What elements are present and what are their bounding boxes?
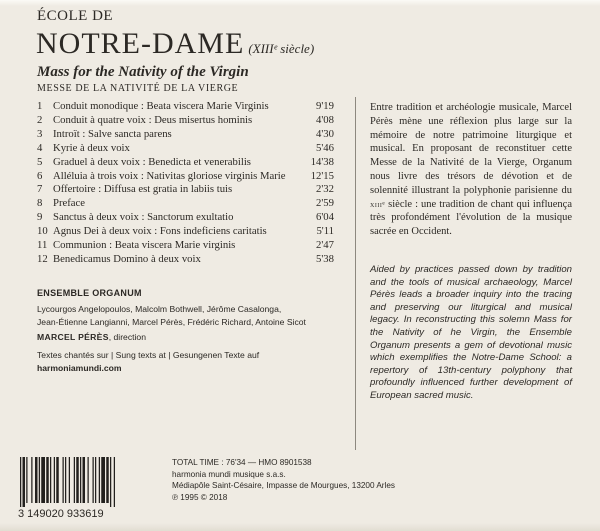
notes-fr-part: Entre tradition et archéologie musicale, Marcel Pérès mène une réflexion plus large sur la mémoire de notre patrimoine liturgique et musical. En proposant de reconstituer cette Messe de la Nativité de la Vierge, Organum nous livre des trésors de dévotion et de solennité illustrant la polyphonie parisienne du	[370, 102, 572, 196]
track-row	[37, 114, 334, 128]
track-row	[37, 100, 334, 114]
track-duration: 4'30	[316, 127, 334, 140]
barcode-bar	[99, 457, 100, 503]
track-number: 10	[37, 225, 48, 238]
members-line: Lycourgos Angelopoulos, Malcolm Bothwell, Jérôme Casalonga,	[37, 304, 282, 314]
barcode-bar	[23, 457, 26, 507]
barcode-bar	[56, 457, 59, 503]
barcode-bar	[26, 457, 27, 503]
sung-texts-line: Textes chantés sur | Sung texts at | Gesungenen Texte auf	[37, 350, 260, 360]
track-duration: 9'19	[316, 100, 334, 112]
track-duration: 5'11	[316, 225, 334, 238]
label-company: harmonia mundi musique s.a.s.	[172, 469, 286, 479]
ensemble-name: ENSEMBLE ORGANUM	[37, 288, 142, 298]
track-title: Agnus Dei à deux voix : Fons indeficiens caritatis	[53, 225, 267, 238]
track-row	[37, 211, 334, 225]
barcode-bar	[63, 457, 64, 503]
barcode-bar	[74, 457, 75, 503]
track-row	[37, 142, 334, 156]
track-number: 8	[37, 197, 43, 210]
track-title: Sanctus à deux voix : Sanctorum exultatio	[53, 211, 234, 224]
album-title: NOTRE-DAME	[36, 27, 245, 60]
track-number: 11	[37, 239, 48, 252]
top-edge	[0, 0, 600, 6]
barcode-bar	[114, 457, 115, 507]
website-link[interactable]: harmoniamundi.com	[37, 362, 122, 373]
track-row	[37, 239, 334, 253]
track-duration: 2'47	[316, 239, 334, 252]
total-time: TOTAL TIME : 76'34 — HMO 8901538	[172, 458, 312, 467]
track-row	[37, 225, 334, 239]
ensemble-members	[37, 303, 337, 329]
period-label: (XIIIᵉ siècle)	[248, 41, 315, 56]
notes-french	[370, 101, 572, 239]
track-duration: 12'15	[310, 169, 334, 182]
track-list	[37, 100, 334, 267]
barcode-bar	[50, 457, 51, 503]
track-number: 9	[37, 211, 43, 224]
track-number: 2	[37, 113, 43, 126]
label-address: Médiapôle Saint-Césaire, Impasse de Mourgues, 13200 Arles	[172, 481, 396, 490]
barcode-bar	[83, 457, 86, 503]
barcode-bar	[80, 457, 81, 503]
notes-fr-part: siècle : une tradition de chant qui influença très profondément l'évolution de la musique sacrée en Occident.	[370, 198, 572, 238]
barcode-bar	[95, 457, 96, 503]
track-title: Conduit monodique : Beata viscera Marie Virginis	[53, 100, 269, 112]
track-number: 7	[37, 183, 43, 196]
track-duration: 5'46	[316, 141, 334, 154]
barcode-bar	[39, 457, 40, 503]
sung-texts-note	[37, 349, 259, 374]
director-role: , direction	[108, 332, 146, 342]
track-title: Kyrie à deux voix	[53, 141, 130, 154]
track-row	[37, 253, 334, 267]
track-title: Benedicamus Domino à deux voix	[53, 252, 201, 265]
track-row	[37, 183, 334, 197]
track-title: Introït : Salve sancta parens	[53, 127, 172, 140]
track-duration: 4'08	[316, 113, 334, 126]
barcode-bar	[31, 457, 32, 503]
barcode-bar	[41, 457, 45, 503]
track-duration: 5'38	[316, 252, 334, 265]
album-subtitle: Mass for the Nativity of the Virgin	[37, 64, 249, 80]
notes-english: Aided by practices passed down by tradition and the tools of musical archaeology, Marcel Pérès leads a broader inquiry into the tracing and preserving our liturgical and musical legacy. In reconstructing this solemn Mass for the Nativity of he Virgin, the Ensemble Organum presents a gem of devotional music which exemplifies the Notre-Dame School: a repertory of 13th-century polyphony that profoundly influenced further development of European sacred music.	[370, 264, 572, 401]
track-duration: 2'59	[316, 197, 334, 210]
members-line: Jean-Étienne Langianni, Marcel Pérès, Frédéric Richard, Antoine Sicot	[37, 317, 306, 328]
ecole-de-label: ÉCOLE DE	[37, 8, 114, 24]
track-row	[37, 128, 334, 142]
barcode-bar	[76, 457, 79, 503]
director-name: MARCEL PÉRÈS	[37, 332, 109, 342]
column-divider	[355, 97, 356, 450]
barcode-bar	[20, 457, 21, 507]
barcode-bar	[65, 457, 66, 503]
track-title: Alléluia à trois voix : Nativitas gloriose virginis Marie	[53, 169, 286, 182]
track-title: Offertoire : Diffusa est gratia in labiis tuis	[53, 183, 233, 196]
track-row	[37, 170, 334, 184]
track-row	[37, 156, 334, 170]
barcode-bar	[46, 457, 49, 503]
track-duration: 6'04	[316, 211, 334, 224]
track-duration: 14'38	[310, 155, 334, 168]
barcode-bar	[54, 457, 55, 503]
track-number: 3	[37, 127, 43, 140]
track-title: Conduit à quatre voix : Deus misertus hominis	[53, 113, 253, 126]
track-row	[37, 197, 334, 211]
barcode-bar	[88, 457, 89, 503]
track-number: 4	[37, 141, 43, 154]
barcode-bar	[110, 457, 111, 507]
track-title: Graduel à deux voix : Benedicta et venerabilis	[53, 155, 251, 168]
barcode-bar	[69, 457, 70, 503]
track-title: Communion : Beata viscera Marie virginis	[53, 239, 236, 252]
album-subtitle-french: MESSE DE LA NATIVITÉ DE LA VIERGE	[37, 83, 239, 94]
barcode-digits: 3 149020 933619	[18, 508, 104, 519]
director-credit	[37, 332, 146, 342]
release-info	[172, 457, 395, 503]
bottom-edge	[0, 523, 600, 531]
barcode-bar	[101, 457, 105, 503]
track-number: 12	[37, 252, 48, 265]
century-label: xiiiᵉ	[370, 198, 386, 209]
title-row	[36, 27, 314, 61]
track-title: Preface	[53, 197, 86, 210]
track-duration: 2'32	[316, 183, 334, 196]
barcode-bar	[35, 457, 38, 503]
barcode	[14, 455, 166, 519]
barcode-bar	[93, 457, 94, 503]
track-number: 1	[37, 100, 43, 112]
track-number: 5	[37, 155, 43, 168]
barcode-bar	[106, 457, 109, 503]
copyright: ℗ 1995 © 2018	[172, 492, 228, 502]
track-number: 6	[37, 169, 43, 182]
